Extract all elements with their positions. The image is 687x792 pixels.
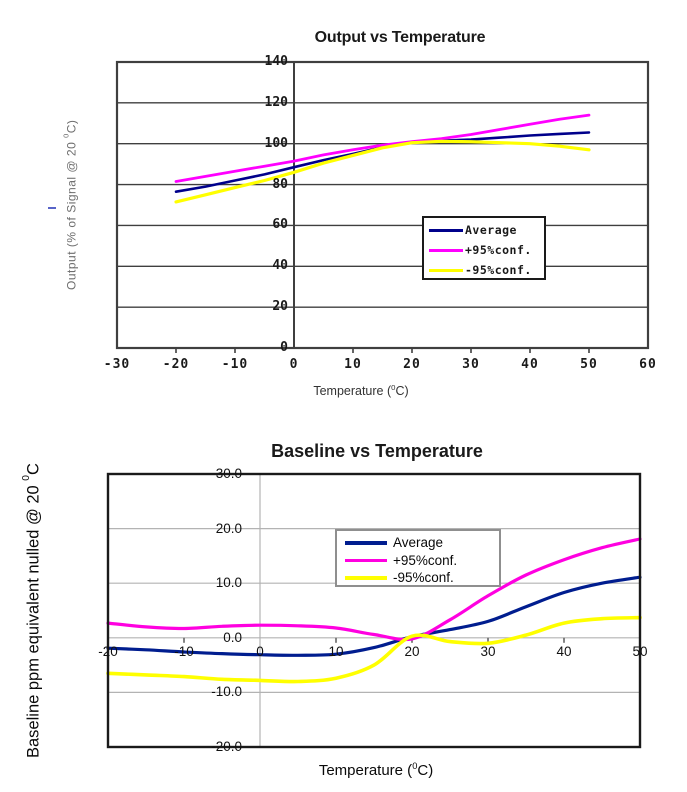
y-tick-label: 140 <box>264 54 288 69</box>
plus95-line-swatch <box>345 559 387 563</box>
x-tick-label: 0 <box>256 643 264 659</box>
average-line-swatch <box>429 229 463 232</box>
legend-item-average <box>337 534 499 552</box>
chart-title: Baseline vs Temperature <box>271 440 483 461</box>
legend-item-plus95conf <box>337 552 499 570</box>
legend-item-minus95conf <box>424 260 544 280</box>
y-tick-label: 60 <box>272 217 288 233</box>
legend-item-plus95conf <box>424 240 544 260</box>
x-tick-label: 30 <box>462 357 480 372</box>
x-tick-label: 0 <box>289 357 299 372</box>
series-line-Average <box>176 133 589 192</box>
y-tick-label: 80 <box>272 176 288 192</box>
x-tick-label: -30 <box>103 357 131 372</box>
x-axis-label: Temperature ($^0$C) <box>318 761 434 779</box>
x-tick-label: 50 <box>580 357 598 372</box>
x-tick-label: -10 <box>174 643 194 659</box>
y-tick-label: 120 <box>264 94 288 110</box>
legend-label: Average <box>393 535 444 551</box>
stray-dash-artifact <box>48 207 56 209</box>
chart-canvas <box>117 62 648 348</box>
legend-label: -95%conf. <box>465 263 532 277</box>
y-tick-label: 30.0 <box>215 466 242 481</box>
chart-canvas <box>108 474 640 747</box>
legend-label: +95%conf. <box>465 243 532 257</box>
y-tick-label: 0 <box>280 340 288 355</box>
legend-label: -95%conf. <box>393 570 454 586</box>
legend-item-average <box>424 220 544 240</box>
x-axis-label: Temperature ($^0$C) <box>313 383 409 399</box>
legend-item-minus95conf <box>337 569 499 587</box>
legend-label: Average <box>465 223 517 237</box>
y-tick-label: 20.0 <box>215 520 242 536</box>
minus95-line-swatch <box>345 576 387 580</box>
x-tick-label: -10 <box>221 357 249 372</box>
plot-area <box>98 466 648 754</box>
x-tick-label: 10 <box>328 643 344 659</box>
x-tick-label: -20 <box>98 643 118 659</box>
y-axis-label: Baseline ppm equivalent nulled @ 20 $^0$C <box>20 463 43 758</box>
y-axis-label: Output (% of Signal @ 20 $^0$C) <box>61 119 79 291</box>
y-tick-label: 100 <box>264 135 288 151</box>
y-tick-label: -20.0 <box>211 739 242 754</box>
plus95-line-swatch <box>429 249 463 252</box>
legend-label: +95%conf. <box>393 552 458 568</box>
y-tick-label: 40 <box>272 258 288 274</box>
x-tick-label: 40 <box>521 357 539 372</box>
x-tick-label: 10 <box>344 357 362 372</box>
legend <box>422 216 546 280</box>
x-tick-label: -20 <box>162 357 190 372</box>
x-tick-label: 50 <box>632 643 648 659</box>
legend <box>335 529 501 587</box>
x-tick-label: 40 <box>556 643 572 659</box>
plot-border <box>108 474 640 747</box>
plot-area <box>103 54 657 372</box>
y-tick-label: 20 <box>272 299 288 315</box>
y-tick-label: -10.0 <box>211 684 242 700</box>
plot-border <box>117 62 648 348</box>
average-line-swatch <box>345 541 387 545</box>
y-tick-label: 0.0 <box>223 629 242 645</box>
x-tick-label: 20 <box>403 357 421 372</box>
chart-title: Output vs Temperature <box>314 29 486 47</box>
x-tick-label: 60 <box>639 357 657 372</box>
x-tick-label: 30 <box>480 643 496 659</box>
y-tick-label: 10.0 <box>215 575 242 591</box>
x-tick-label: 20 <box>404 643 420 659</box>
minus95-line-swatch <box>429 269 463 272</box>
